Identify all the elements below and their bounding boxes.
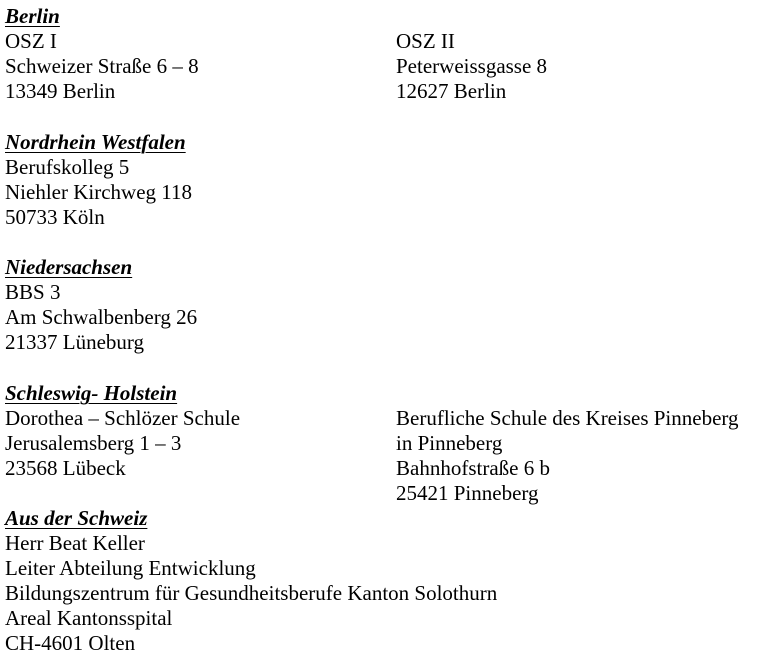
- berlin-osz2-street: Peterweissgasse 8: [396, 54, 548, 78]
- heading-niedersachsen: Niedersachsen: [5, 255, 133, 279]
- heading-schleswig-holstein: Schleswig- Holstein: [5, 381, 178, 405]
- schweiz-city: CH-4601 Olten: [5, 631, 136, 655]
- schleswig-luebeck-city: 23568 Lübeck: [5, 456, 126, 480]
- schweiz-contact-name: Herr Beat Keller: [5, 531, 145, 555]
- berlin-osz1-city: 13349 Berlin: [5, 79, 116, 103]
- berlin-osz2-name: OSZ II: [396, 29, 455, 53]
- nrw-school-name: Berufskolleg 5: [5, 155, 130, 179]
- schleswig-luebeck-street: Jerusalemsberg 1 – 3: [5, 431, 182, 455]
- berlin-osz1-street: Schweizer Straße 6 – 8: [5, 54, 199, 78]
- niedersachsen-school-name: BBS 3: [5, 280, 61, 304]
- schleswig-pinneberg-city: 25421 Pinneberg: [396, 481, 539, 505]
- heading-schweiz: Aus der Schweiz: [5, 506, 148, 530]
- berlin-osz2-city: 12627 Berlin: [396, 79, 507, 103]
- niedersachsen-school-city: 21337 Lüneburg: [5, 330, 145, 354]
- nrw-school-city: 50733 Köln: [5, 205, 105, 229]
- heading-berlin: Berlin: [5, 4, 60, 28]
- schweiz-institution: Bildungszentrum für Gesundheitsberufe Kanton Solothurn: [5, 581, 498, 605]
- heading-nrw: Nordrhein Westfalen: [5, 130, 186, 154]
- berlin-osz1-name: OSZ I: [5, 29, 57, 53]
- nrw-school-street: Niehler Kirchweg 118: [5, 180, 192, 204]
- schleswig-pinneberg-street: Bahnhofstraße 6 b: [396, 456, 550, 480]
- niedersachsen-school-street: Am Schwalbenberg 26: [5, 305, 198, 329]
- schweiz-contact-role: Leiter Abteilung Entwicklung: [5, 556, 256, 580]
- schweiz-area: Areal Kantonsspital: [5, 606, 173, 630]
- schleswig-pinneberg-name: Berufliche Schule des Kreises Pinneberg: [396, 406, 739, 430]
- schleswig-luebeck-name: Dorothea – Schlözer Schule: [5, 406, 241, 430]
- schleswig-pinneberg-location: in Pinneberg: [396, 431, 503, 455]
